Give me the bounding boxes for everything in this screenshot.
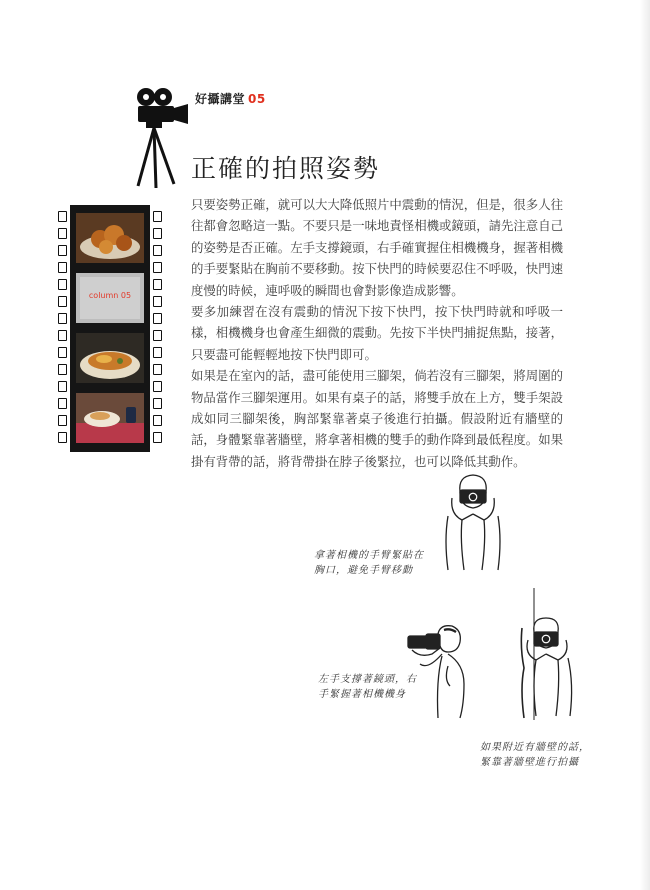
- film-sprocket-hole: [58, 211, 67, 222]
- paragraph-posture: 只要姿勢正確，就可以大大降低照片中震動的情況，但是，很多人往往都會忽略這一點。不要只是一味地責怪相機或鏡頭，請先注意自己的姿勢是否正確。左手支撐鏡頭，右手確實握住相機機身，握著相機的手要緊貼在胸前不要移動。按下快門的時候要忍住不呼吸，快門速度慢的時候，連呼吸的瞬間也會對影像造成影響。: [191, 197, 563, 298]
- caption-arms-to-chest: 拿著相機的手臂緊貼在 胸口，避免手臂移動: [314, 550, 424, 576]
- film-sprocket-hole: [153, 262, 162, 273]
- film-strip: [54, 205, 166, 452]
- film-sprocket-hole: [153, 330, 162, 341]
- film-sprocket-hole: [153, 313, 162, 324]
- paragraph-practice: 要多加練習在沒有震動的情況下按下快門，按下快門時就和呼吸一樣，相機機身也會產生細微的震動。先按下半快門捕捉焦點，接著，只要盡可能輕輕地按下快門即可。: [191, 304, 563, 362]
- illustration-arms-to-chest: [438, 470, 508, 572]
- film-sprocket-hole: [153, 296, 162, 307]
- film-sprocket-hole: [153, 245, 162, 256]
- series-name: 好攝講堂: [195, 92, 246, 106]
- film-sprocket-hole: [153, 398, 162, 409]
- frame-fried-food: [76, 213, 144, 263]
- film-sprocket-hole: [153, 279, 162, 290]
- frame-column-title: [76, 273, 144, 323]
- film-sprocket-hole: [58, 313, 67, 324]
- series-number: 05: [248, 92, 266, 106]
- film-sprocket-hole: [153, 381, 162, 392]
- film-sprocket-hole: [153, 228, 162, 239]
- film-sprocket-hole: [58, 279, 67, 290]
- film-sprocket-hole: [58, 398, 67, 409]
- film-sprocket-hole: [58, 228, 67, 239]
- page-title: 正確的拍照姿勢: [191, 153, 381, 183]
- film-sprocket-hole: [58, 245, 67, 256]
- frame-meal-plate: [76, 333, 144, 383]
- caption-lean-on-wall: 如果附近有牆壁的話， 緊靠著牆壁進行拍攝: [480, 742, 590, 768]
- film-sprocket-hole: [153, 347, 162, 358]
- film-sprocket-hole: [58, 296, 67, 307]
- frame-cafe-table: [76, 393, 144, 443]
- film-sprocket-hole: [58, 432, 67, 443]
- film-sprocket-hole: [58, 330, 67, 341]
- page-edge-shadow: [640, 0, 650, 890]
- film-sprocket-hole: [153, 364, 162, 375]
- illustration-lean-on-wall: [508, 588, 580, 720]
- column-label: column 05: [88, 291, 132, 300]
- film-sprocket-hole: [58, 347, 67, 358]
- film-sprocket-hole: [153, 432, 162, 443]
- paragraph-indoor: 如果是在室內的話，盡可能使用三腳架，倘若沒有三腳架，將周圍的物品當作三腳架運用。如果有桌子的話，將雙手放在上方，雙手架設成如同三腳架後，胸部緊靠著桌子後進行拍攝。假設附近有牆壁的話，身體緊靠著牆壁，將拿著相機的雙手的動作降到最低程度。如果掛有背帶的話，將背帶掛在脖子後緊拉，也可以降低其動作。: [191, 368, 563, 469]
- body-text: [191, 194, 563, 472]
- film-sprocket-hole: [153, 415, 162, 426]
- series-label: [195, 90, 266, 107]
- film-sprocket-hole: [58, 381, 67, 392]
- movie-camera-icon: [132, 86, 192, 190]
- film-sprocket-hole: [153, 211, 162, 222]
- film-sprocket-hole: [58, 262, 67, 273]
- caption-hand-position: 左手支撐著鏡頭，右 手緊握著相機機身: [318, 674, 417, 700]
- film-sprocket-hole: [58, 415, 67, 426]
- film-sprocket-hole: [58, 364, 67, 375]
